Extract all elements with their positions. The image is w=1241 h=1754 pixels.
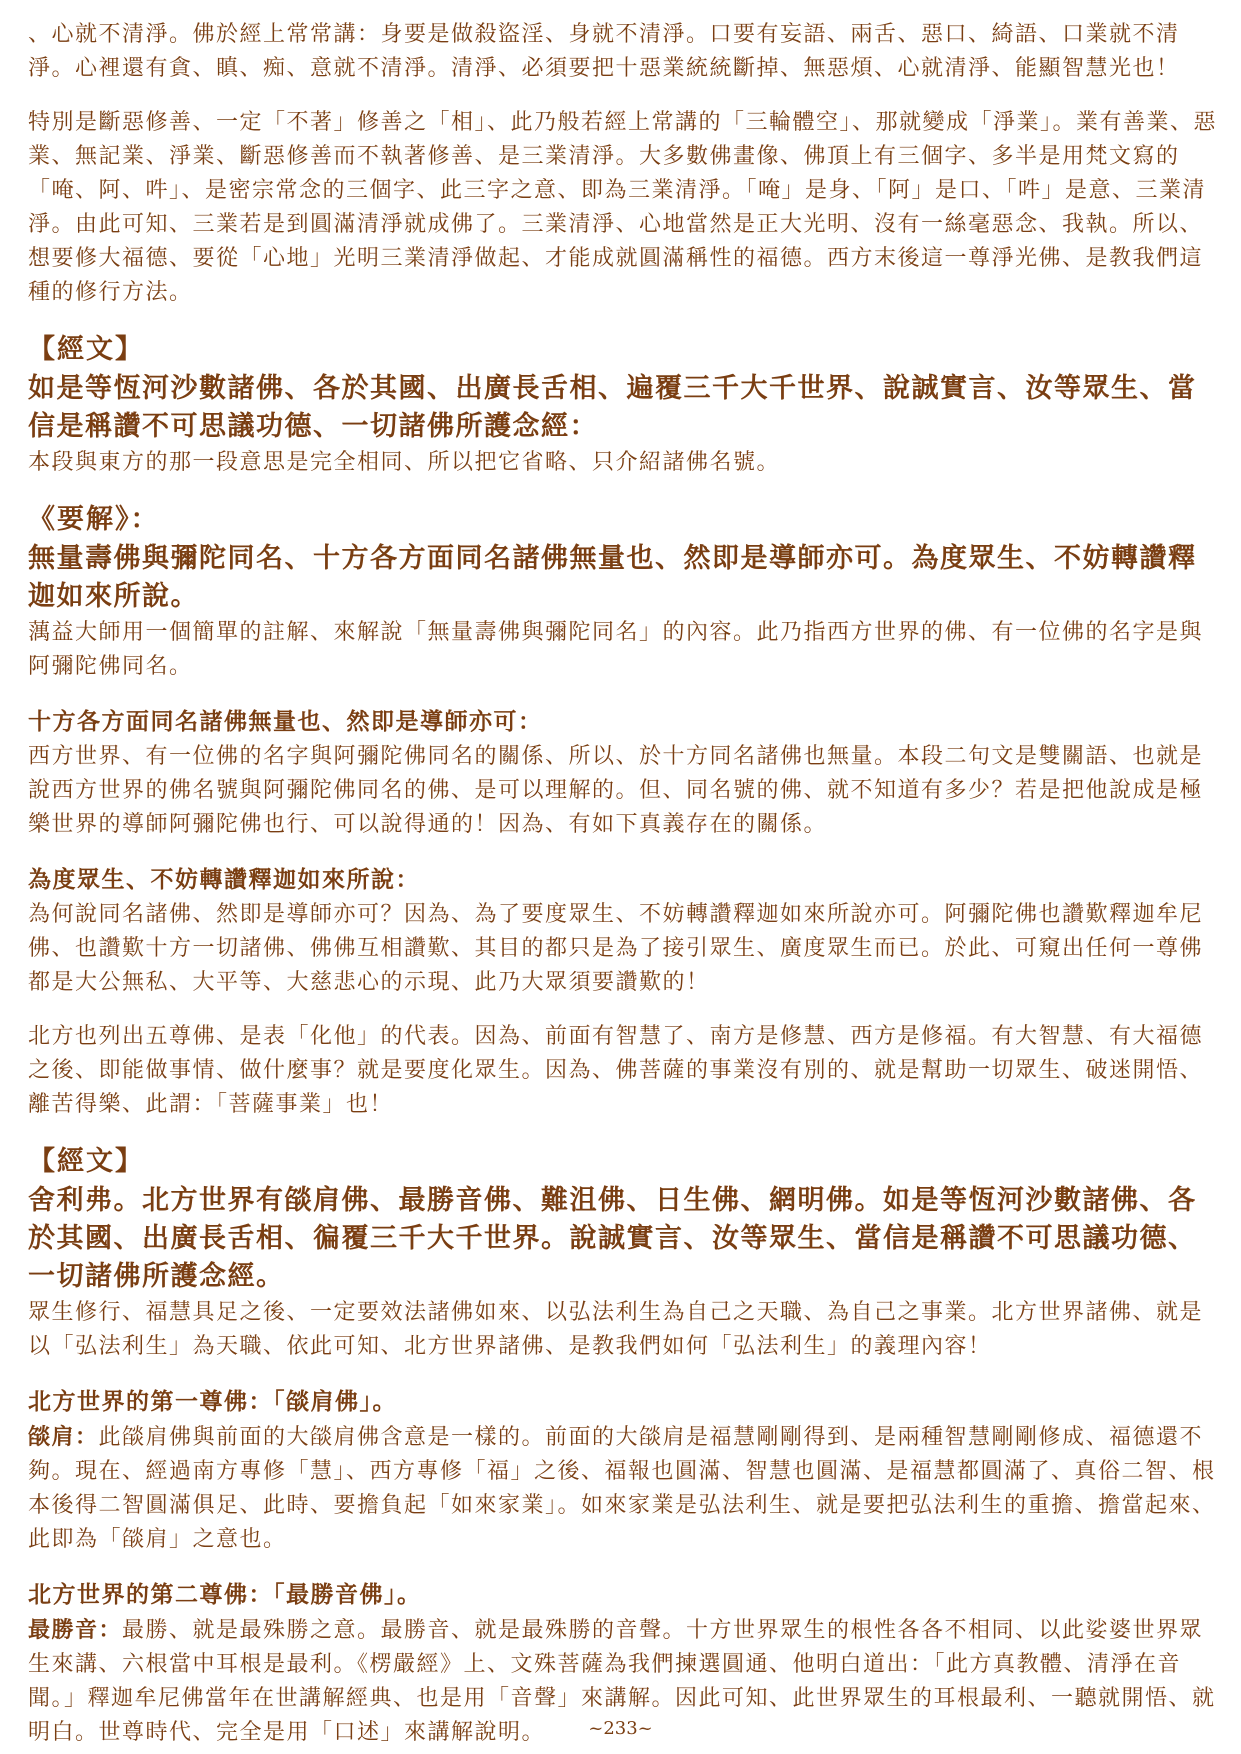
term-label: 燄肩： xyxy=(28,1424,99,1450)
section-label-essential-explanation: 《要解》： xyxy=(28,504,160,535)
paragraph-intro: 、心就不清淨。佛於經上常常講：身要是做殺盜淫、身就不清淨。口要有妄語、兩舌、惡口、綺語、口業就不清淨。心裡還有貪、瞋、痴、意就不清淨。清淨、必須要把十惡業統統斷掉、無惡煩、心就清淨、能顯智慧光也！ xyxy=(28,22,1180,81)
subheading: 為度眾生、不妨轉讚釋迦如來所說： xyxy=(28,866,420,893)
term-explanation: 此燄肩佛與前面的大燄肩佛含意是一樣的。前面的大燄肩是福慧剛剛得到、是兩種智慧剛剛修成、福德還不夠。現在、經過南方專修「慧」、西方專修「福」之後、福報也圓滿、智慧也圓滿、是福慧都圓滿了、真俗二智、根本後得二智圓滿俱足、此時、要擔負起「如來家業」。如來家業是弘法利生、就是要把弘法利生的重擔、擔當起來、此即為「燄肩」之意也。 xyxy=(28,1425,1216,1552)
section-label-scripture: 【經文】 xyxy=(28,334,144,365)
paragraph-commentary: 本段與東方的那一段意思是完全相同、所以把它省略、只介紹諸佛名號。 xyxy=(28,450,781,475)
page-content xyxy=(28,18,1220,1750)
paragraph-commentary: 為何說同名諸佛、然即是導師亦可？因為、為了要度眾生、不妨轉讚釋迦如來所說亦可。阿彌陀佛也讚歎釋迦牟尼佛、也讚歎十方一切諸佛、佛佛互相讚歎、其目的都只是為了接引眾生、廣度眾生而已。於此、可窺出任何一尊佛都是大公無私、大平等、大慈悲心的示現、此乃大眾須要讚歎的！ xyxy=(28,902,1204,995)
scripture-verse: 舍利弗。北方世界有燄肩佛、最勝音佛、難沮佛、日生佛、網明佛。如是等恆河沙數諸佛、各於其國、出廣長舌相、徧覆三千大千世界。說誠實言、汝等眾生、當信是稱讚不可思議功德、一切諸佛所護念經。 xyxy=(28,1185,1197,1292)
subheading: 北方世界的第一尊佛：「燄肩佛」。 xyxy=(28,1388,397,1415)
paragraph-commentary: 蕅益大師用一個簡單的註解、來解說「無量壽佛與彌陀同名」的內容。此乃指西方世界的佛、有一位佛的名字是與阿彌陀佛同名。 xyxy=(28,620,1204,679)
paragraph-commentary: 西方世界、有一位佛的名字與阿彌陀佛同名的關係、所以、於十方同名諸佛也無量。本段二句文是雙關語、也就是說西方世界的佛名號與阿彌陀佛同名的佛、是可以理解的。但、同名號的佛、就不知道有多少？若是把他說成是極樂世界的導師阿彌陀佛也行、可以說得通的！因為、有如下真義存在的關係。 xyxy=(28,744,1204,837)
paragraph-three-karmas: 特別是斷惡修善、一定「不著」修善之「相」、此乃般若經上常講的「三輪體空」、那就變成「淨業」。業有善業、惡業、無記業、淨業、斷惡修善而不執著修善、是三業清淨。大多數佛畫像、佛頂上有三個字、多半是用梵文寫的「唵、阿、吽」、是密宗常念的三個字、此三字之意、即為三業清淨。「唵」是身、「阿」是口、「吽」是意、三業清淨。由此可知、三業若是到圓滿清淨就成佛了。三業清淨、心地當然是正大光明、沒有一絲毫惡念、我執。所以、想要修大福德、要從「心地」光明三業清淨做起、才能成就圓滿稱性的福德。西方末後這一尊淨光佛、是教我們這種的修行方法。 xyxy=(28,110,1218,305)
scripture-verse: 如是等恆河沙數諸佛、各於其國、出廣長舌相、遍覆三千大千世界、說誠實言、汝等眾生、當信是稱讚不可思議功德、一切諸佛所護念經： xyxy=(28,373,1197,442)
essential-explanation-verse: 無量壽佛與彌陀同名、十方各方面同名諸佛無量也、然即是導師亦可。為度眾生、不妨轉讚釋迦如來所說。 xyxy=(28,543,1197,612)
section-label-scripture: 【經文】 xyxy=(28,1146,144,1177)
paragraph-commentary: 北方也列出五尊佛、是表「化他」的代表。因為、前面有智慧了、南方是修慧、西方是修福。有大智慧、有大福德之後、即能做事情、做什麼事？就是要度化眾生。因為、佛菩薩的事業沒有別的、就是幫助一切眾生、破迷開悟、離苦得樂、此謂：「菩薩事業」也！ xyxy=(28,1024,1204,1117)
term-label: 最勝音： xyxy=(28,1617,123,1643)
term-explanation: 最勝、就是最殊勝之意。最勝音、就是最殊勝的音聲。十方世界眾生的根性各各不相同、以此娑婆世界眾生來講、六根當中耳根是最利。《楞嚴經》上、文殊菩薩為我們揀選圓通、他明白道出：「此方真教體、清淨在音聞。」釋迦牟尼佛當年在世講解經典、也是用「音聲」來講解。因此可知、此世界眾生的耳根最利、一聽就開悟、就明白。世尊時代、完全是用「口述」來講解說明。 xyxy=(28,1618,1216,1745)
subheading: 十方各方面同名諸佛無量也、然即是導師亦可： xyxy=(28,708,543,735)
paragraph-commentary: 眾生修行、福慧具足之後、一定要效法諸佛如來、以弘法利生為自己之天職、為自己之事業。北方世界諸佛、就是以「弘法利生」為天職、依此可知、北方世界諸佛、是教我們如何「弘法利生」的義理內容！ xyxy=(28,1300,1204,1359)
paragraph-term-definition xyxy=(28,1420,1220,1557)
page-number: ~233~ xyxy=(588,1718,653,1739)
subheading: 北方世界的第二尊佛：「最勝音佛」。 xyxy=(28,1581,422,1608)
